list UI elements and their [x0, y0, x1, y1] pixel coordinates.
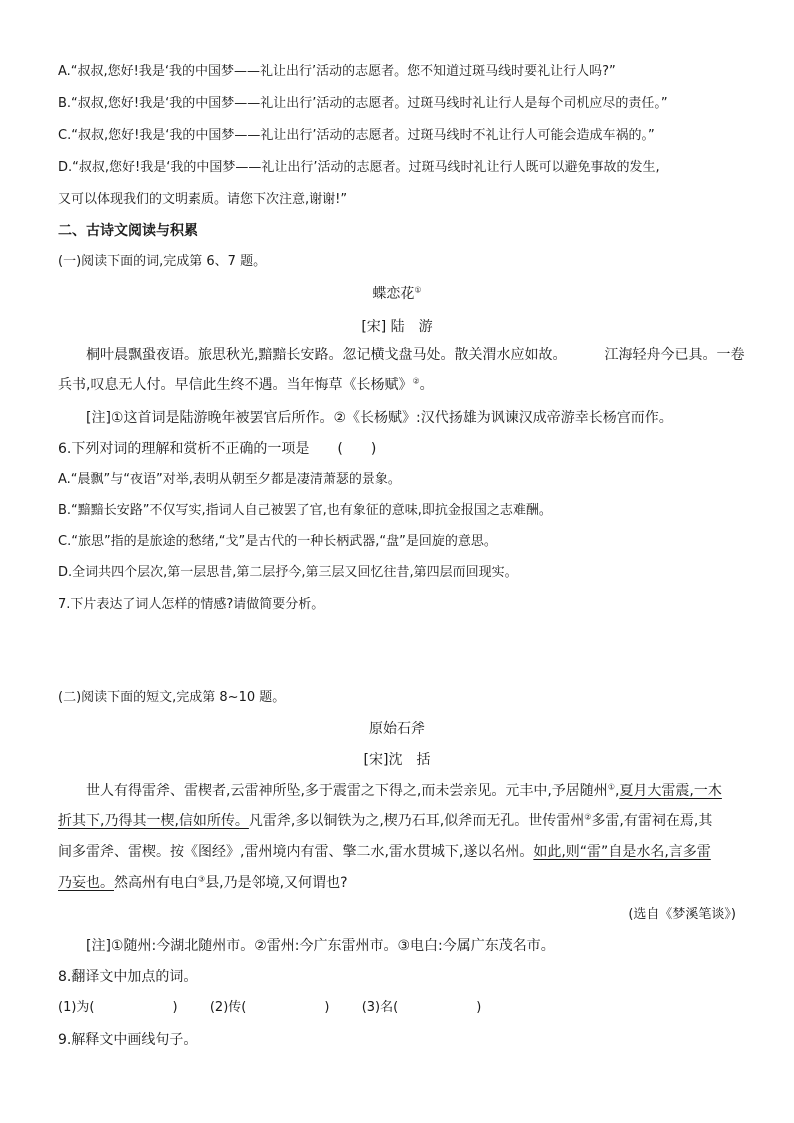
- essay-note: [注]①随州:今湖北随州市。②雷州:今广东雷州市。③电白:今属广东茂名市。: [86, 938, 555, 954]
- poem-title: [0, 285, 794, 303]
- question-6-option-c: C.“旅思”指的是旅途的愁绪,“戈”是古代的一种长柄武器,“盘”是回旋的意思。: [58, 534, 497, 549]
- poem-line-2: [58, 376, 434, 394]
- blank-2-label: (2)传(: [209, 1000, 247, 1015]
- question-6-option-b: B.“黯黯长安路”不仅写实,指词人自己被罢了官,也有象征的意味,即抗金报国之志难酬。: [58, 503, 552, 518]
- question-7: 7.下片表达了词人怎样的情感?请做简要分析。: [58, 597, 325, 612]
- underlined-sentence: 折其下,乃得其一楔,信如所传。: [58, 813, 249, 829]
- blank-close: ): [172, 1000, 178, 1015]
- essay-author: [宋]沈 括: [363, 752, 431, 768]
- footnote-mark: ②: [584, 812, 592, 822]
- poem-line-1: [86, 346, 744, 364]
- question-8-blanks: [58, 999, 481, 1017]
- poem-text-2-end: 。: [419, 377, 434, 393]
- essay-text: 间多雷斧、雷楔。按《图经》,雷州境内有雷、擎二水,雷水贯城下,遂以名州。: [58, 844, 534, 860]
- essay-text: 凡雷斧,多以铜铁为之,楔乃石耳,似斧而无孔。世传雷州: [248, 813, 585, 829]
- footnote-mark: ①: [607, 782, 615, 792]
- blank-close: ): [324, 1000, 330, 1015]
- essay-line-1: [86, 782, 722, 800]
- question-6-option-d: D.全词共四个层次,第一层思昔,第二层抒今,第三层又回忆往昔,第四层而回现实。: [58, 565, 518, 580]
- essay-text: 县,乃是邻境,又何谓也?: [205, 875, 348, 891]
- option-5d-line2: 又可以体现我们的文明素质。请您下次注意,谢谢!”: [58, 192, 348, 207]
- essay-text: 世人有得雷斧、雷楔者,云雷神所坠,多于震雷之下得之,而未尝亲见。元丰中,予居随州: [86, 783, 608, 799]
- option-5c: C.“叔叔,您好!我是‘我的中国梦——礼让出行’活动的志愿者。过斑马线时不礼让行人可能会造成车祸的。”: [58, 128, 655, 143]
- essay-text: 然高州有电白: [114, 875, 198, 891]
- poem-note: [注]①这首词是陆游晚年被罢官后所作。②《长杨赋》:汉代扬雄为讽谏汉成帝游幸长杨宫而作。: [86, 410, 673, 426]
- part-2-intro: (二)阅读下面的短文,完成第 8~10 题。: [58, 690, 286, 705]
- essay-text: 多雷,有雷祠在焉,其: [591, 813, 713, 829]
- poem-text-2: 兵书,叹息无人付。早信此生终不遇。当年悔草《长杨赋》: [58, 377, 413, 393]
- essay-line-2: [58, 812, 712, 830]
- blank-1-label: (1)为(: [58, 1000, 95, 1015]
- poem-text-1b: 江海轻舟今已具。一卷: [604, 347, 745, 363]
- question-6: 6.下列对词的理解和赏析不正确的一项是 ( ): [58, 441, 377, 457]
- poem-author: [宋] 陆 游: [361, 319, 433, 335]
- underlined-sentence: 乃妄也。: [58, 875, 114, 891]
- option-5b: B.“叔叔,您好!我是‘我的中国梦——礼让出行’活动的志愿者。过斑马线时礼让行人是每个司机应尽的责任。”: [58, 96, 668, 111]
- footnote-mark: ③: [198, 874, 206, 884]
- section-2-title: 二、古诗文阅读与积累: [58, 223, 198, 239]
- footnote-mark: ②: [412, 376, 420, 386]
- footnote-mark: ①: [414, 285, 422, 295]
- question-9: 9.解释文中画线句子。: [58, 1032, 198, 1048]
- question-8: 8.翻译文中加点的词。: [58, 969, 198, 985]
- blank-close: ): [476, 1000, 482, 1015]
- essay-line-3: [58, 843, 711, 861]
- essay-title: 原始石斧: [369, 721, 425, 737]
- blank-3-label: (3)名(: [361, 1000, 399, 1015]
- option-5a: A.“叔叔,您好!我是‘我的中国梦——礼让出行’活动的志愿者。您不知道过斑马线时要礼让行人吗?”: [58, 64, 616, 79]
- part-1-intro: (一)阅读下面的词,完成第 6、7 题。: [58, 254, 267, 269]
- underlined-sentence: 夏月大雷震,一木: [619, 783, 722, 799]
- underlined-sentence: 如此,则“雷”自是水名,言多雷: [533, 844, 711, 860]
- essay-source: (选自《梦溪笔谈》): [628, 907, 736, 922]
- essay-text: ,: [614, 783, 620, 799]
- essay-line-4: [58, 874, 348, 892]
- option-5d-line1: D.“叔叔,您好!我是‘我的中国梦——礼让出行’活动的志愿者。过斑马线时礼让行人既可以避免事故的发生,: [58, 160, 660, 175]
- poem-text-1a: 桐叶晨飘蛩夜语。旅思秋光,黯黯长安路。忽记横戈盘马处。散关渭水应如故。: [86, 347, 567, 363]
- poem-title-text: 蝶恋花: [372, 286, 415, 302]
- question-6-option-a: A.“晨飘”与“夜语”对举,表明从朝至夕都是凄清萧瑟的景象。: [58, 472, 401, 487]
